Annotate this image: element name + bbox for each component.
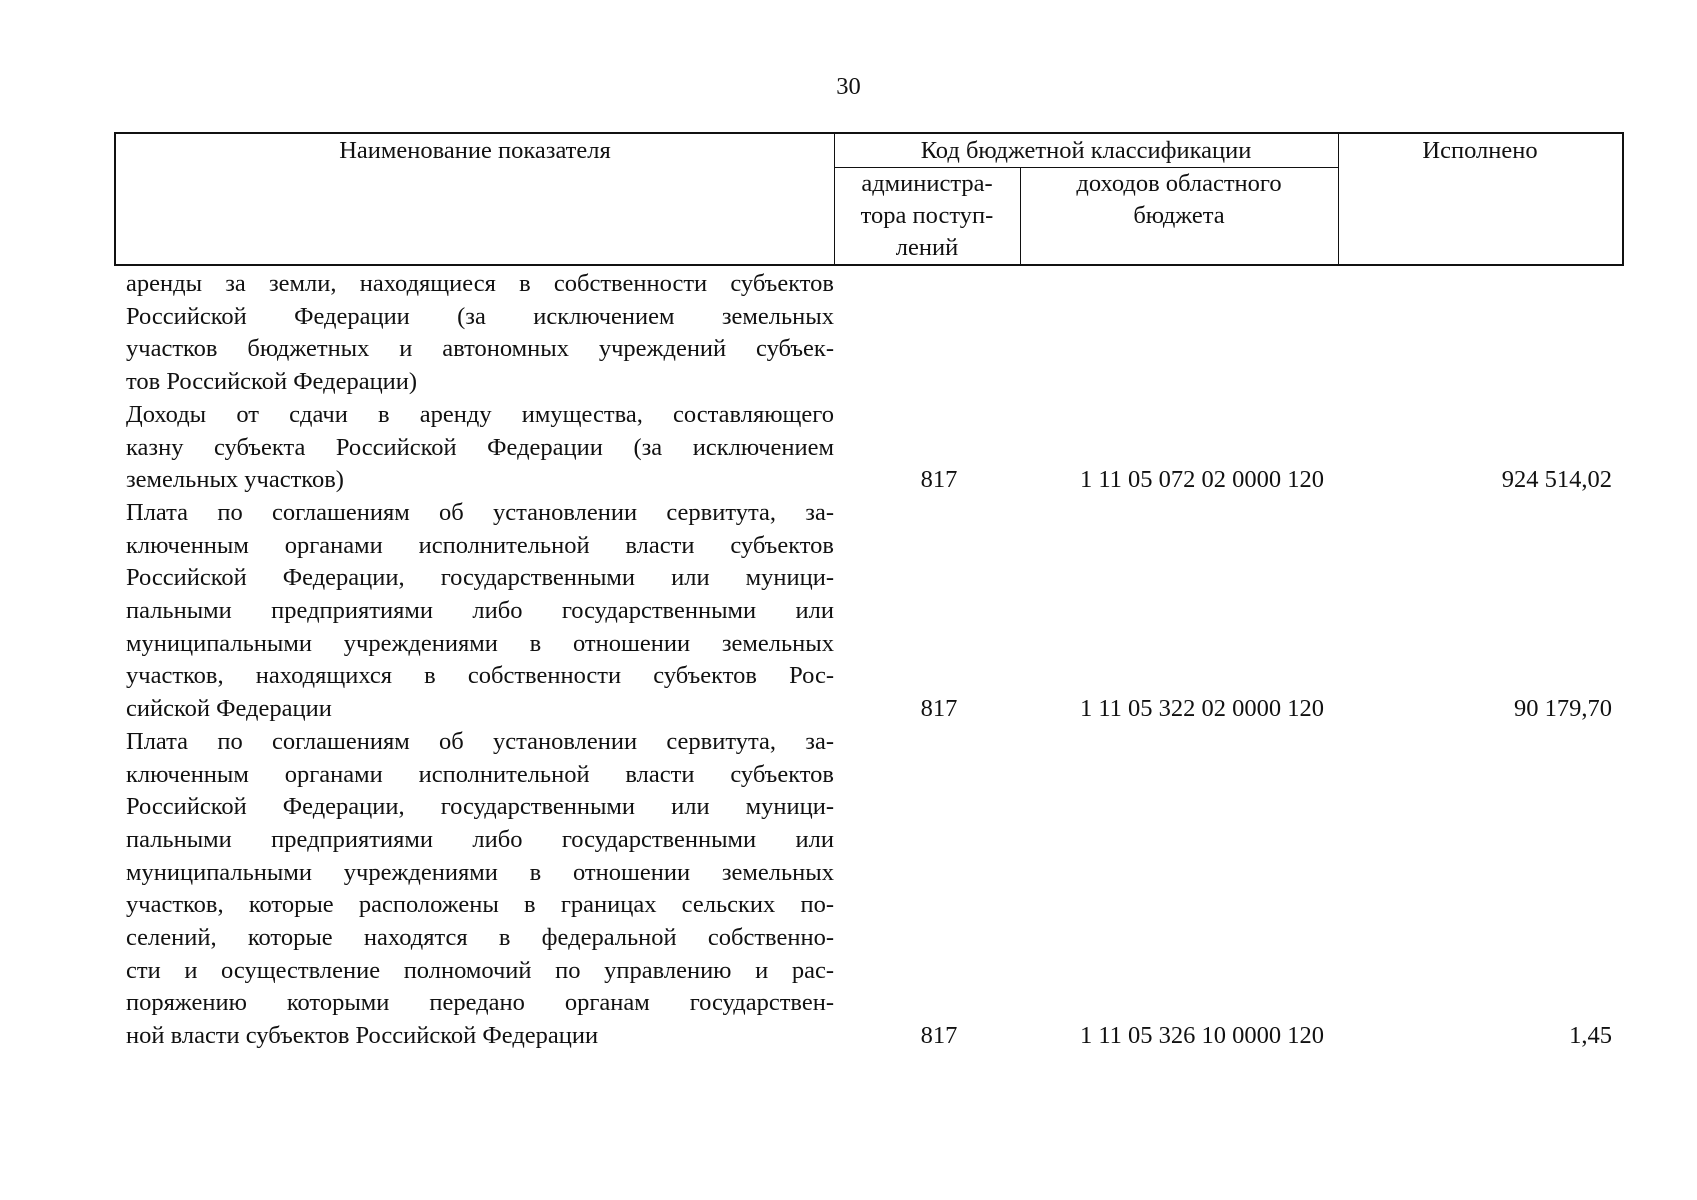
row-income-code: 1 11 05 326 10 0000 120 bbox=[1079, 1022, 1325, 1050]
row-name-line: земельных участков) bbox=[126, 466, 344, 494]
row-amount: 924 514,02 bbox=[1501, 466, 1612, 494]
row-name bbox=[114, 726, 834, 1053]
header-executed: Исполнено bbox=[1422, 137, 1538, 164]
table-header bbox=[114, 132, 1624, 266]
row-admin-code: 817 bbox=[920, 1022, 958, 1050]
header-admin-line: тора поступ- bbox=[860, 202, 994, 229]
header-income-line: доходов областного bbox=[1076, 170, 1282, 197]
row-name-line: селений, которые находятся в федеральной собственно- bbox=[126, 924, 834, 952]
row-name-line: муниципальными учреждениями в отношении земельных bbox=[126, 629, 834, 657]
table-row bbox=[114, 726, 1624, 1053]
row-name-line: поряжению которыми передано органам государствен- bbox=[126, 989, 834, 1017]
row-name-line: Плата по соглашениям об установлении сервитута, за- bbox=[126, 498, 834, 526]
row-name-line: муниципальными учреждениями в отношении земельных bbox=[126, 858, 834, 886]
table-row bbox=[114, 497, 1624, 726]
row-name-line: тов Российской Федерации) bbox=[126, 368, 418, 396]
row-amount: 1,45 bbox=[1569, 1022, 1612, 1050]
row-name-line: пальными предприятиями либо государственными или bbox=[126, 825, 834, 853]
row-name-line: казну субъекта Российской Федерации (за исключением bbox=[126, 433, 834, 461]
header-admin-line: лений bbox=[895, 234, 959, 261]
row-name-line: сти и осуществление полномочий по управлению и рас- bbox=[126, 956, 834, 984]
page-number: 30 bbox=[836, 73, 861, 100]
row-name-line: ной власти субъектов Российской Федерации bbox=[126, 1022, 599, 1050]
row-name-line: сийской Федерации bbox=[126, 695, 332, 723]
row-name-line: Плата по соглашениям об установлении сервитута, за- bbox=[126, 727, 834, 755]
row-name-line: участков, находящихся в собственности субъектов Рос- bbox=[126, 662, 834, 690]
row-amount: 90 179,70 bbox=[1514, 695, 1612, 723]
row-name bbox=[114, 497, 834, 726]
row-name-line: Российской Федерации, государственными или муници- bbox=[126, 793, 834, 821]
row-admin-code: 817 bbox=[920, 695, 958, 723]
row-income-code: 1 11 05 072 02 0000 120 bbox=[1079, 466, 1325, 494]
row-name-line: Российской Федерации, государственными или муници- bbox=[126, 564, 834, 592]
header-income-line: бюджета bbox=[1133, 202, 1225, 229]
header-code-group: Код бюджетной классификации bbox=[920, 137, 1252, 164]
header-income bbox=[1020, 168, 1338, 232]
table-row bbox=[114, 268, 1624, 399]
row-admin-code: 817 bbox=[920, 466, 958, 494]
header-admin-line: администра- bbox=[861, 170, 993, 197]
row-name-line: участков, которые расположены в границах сельских по- bbox=[126, 891, 834, 919]
header-name: Наименование показателя bbox=[339, 137, 611, 164]
table-body bbox=[114, 268, 1624, 1053]
row-name-line: участков бюджетных и автономных учреждений субъек- bbox=[126, 335, 834, 363]
row-income-code: 1 11 05 322 02 0000 120 bbox=[1079, 695, 1325, 723]
table-row bbox=[114, 399, 1624, 497]
row-name-line: аренды за земли, находящиеся в собственности субъектов bbox=[126, 270, 834, 297]
row-name-line: пальными предприятиями либо государственными или bbox=[126, 597, 834, 625]
row-name-line: ключенным органами исполнительной власти субъектов bbox=[126, 760, 834, 788]
row-name-line: Российской Федерации (за исключением земельных bbox=[126, 302, 834, 330]
header-admin bbox=[834, 168, 1020, 264]
row-name bbox=[114, 399, 834, 497]
row-name-line: ключенным органами исполнительной власти субъектов bbox=[126, 531, 834, 559]
row-name-line: Доходы от сдачи в аренду имущества, составляющего bbox=[126, 400, 834, 428]
row-name bbox=[114, 268, 834, 399]
